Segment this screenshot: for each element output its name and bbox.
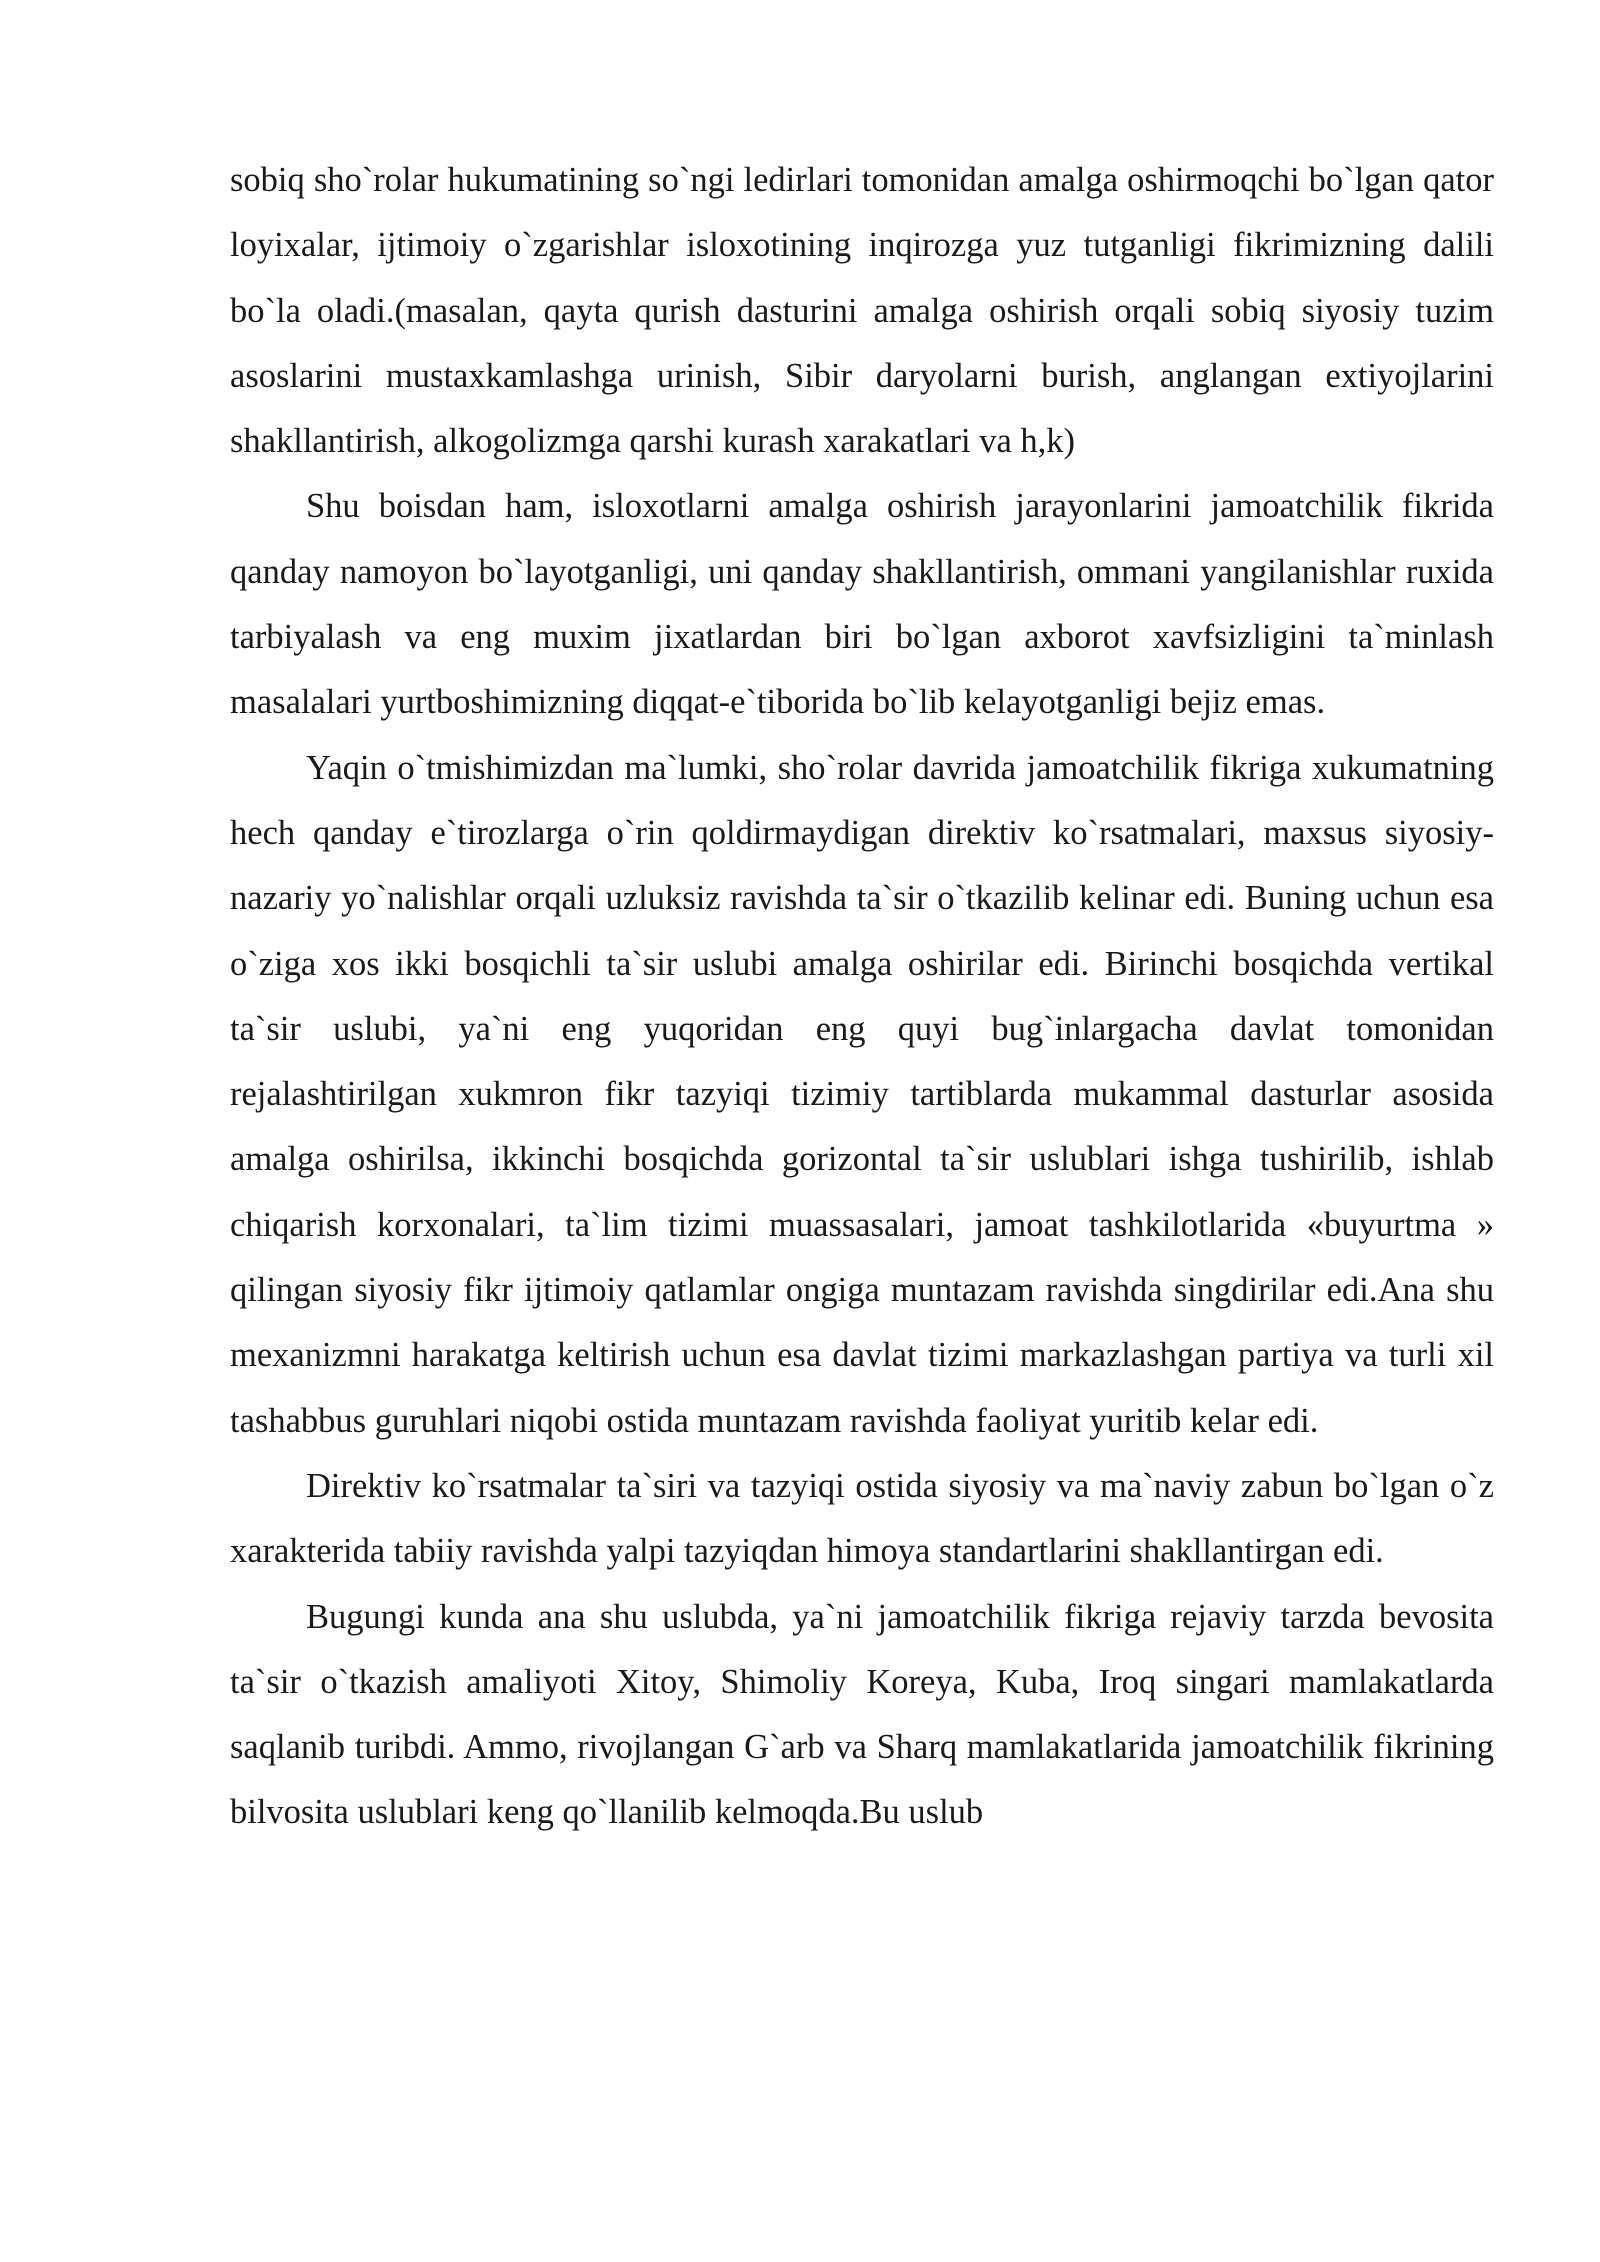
paragraph-2: Shu boisdan ham, isloxotlarni amalga oshirish jarayonlarini jamoatchilik fikrida qanday namoyon bo`layotganligi, uni qanday shakllantirish, ommani yangilanishlar ruxida tarbiyalash va eng muxim jixatlardan biri bo`lgan axborot xavfsizligini ta`minlash masalalari yurtboshimizning diqqat-e`tiborida bo`lib kelayotganligi bejiz emas. (230, 487, 1494, 722)
paragraph-5: Bugungi kunda ana shu uslubda, ya`ni jamoatchilik fikriga rejaviy tarzda bevosita ta`sir o`tkazish amaliyoti Xitoy, Shimoliy Koreya, Kuba, Iroq singari mamlakatlarda saqlanib turibdi. Ammo, rivojlangan G`arb va Sharq mamlakatlarida jamoatchilik fikrining bilvosita uslublari keng qo`llanilib kelmoqda.Bu uslub (230, 1597, 1494, 1832)
paragraph-3: Yaqin o`tmishimizdan ma`lumki, sho`rolar davrida jamoatchilik fikriga xukumatning hech qanday e`tirozlarga o`rin qoldirmaydigan direktiv ko`rsatmalari, maxsus siyosiy-nazariy yo`nalishlar orqali uzluksiz ravishda ta`sir o`tkazilib kelinar edi. Buning uchun esa o`ziga xos ikki bosqichli ta`sir uslubi amalga oshirilar edi. Birinchi bosqichda vertikal ta`sir uslubi, ya`ni eng yuqoridan eng quyi bug`inlargacha davlat tomonidan rejalashtirilgan xukmron fikr tazyiqi tizimiy tartiblarda mukammal dasturlar asosida amalga oshirilsa, ikkinchi bosqichda gorizontal ta`sir uslublari ishga tushirilib, ishlab chiqarish korxonalari, ta`lim tizimi muassasalari, jamoat tashkilotlarida «buyurtma » qilingan siyosiy fikr ijtimoiy qatlamlar ongiga muntazam ravishda singdirilar edi.Ana shu mexanizmni harakatga keltirish uchun esa davlat tizimi markazlashgan partiya va turli xil tashabbus guruhlari niqobi ostida muntazam ravishda faoliyat yuritib kelar edi. (230, 748, 1494, 1440)
document-body (230, 148, 1494, 1846)
paragraph-1: sobiq sho`rolar hukumatining so`ngi ledirlari tomonidan amalga oshirmoqchi bo`lgan qator loyixalar, ijtimoiy o`zgarishlar isloxotining inqirozga yuz tutganligi fikrimizning dalili bo`la oladi.(masalan, qayta qurish dasturini amalga oshirish orqali sobiq siyosiy tuzim asoslarini mustaxkamlashga urinish, Sibir daryolarni burish, anglangan extiyojlarini shakllantirish, alkogolizmga qarshi kurash xarakatlari va h,k) (230, 161, 1494, 461)
paragraph-4: Direktiv ko`rsatmalar ta`siri va tazyiqi ostida siyosiy va ma`naviy zabun bo`lgan o`z xarakterida tabiiy ravishda yalpi tazyiqdan himoya standartlarini shakllantirgan edi. (230, 1466, 1494, 1571)
